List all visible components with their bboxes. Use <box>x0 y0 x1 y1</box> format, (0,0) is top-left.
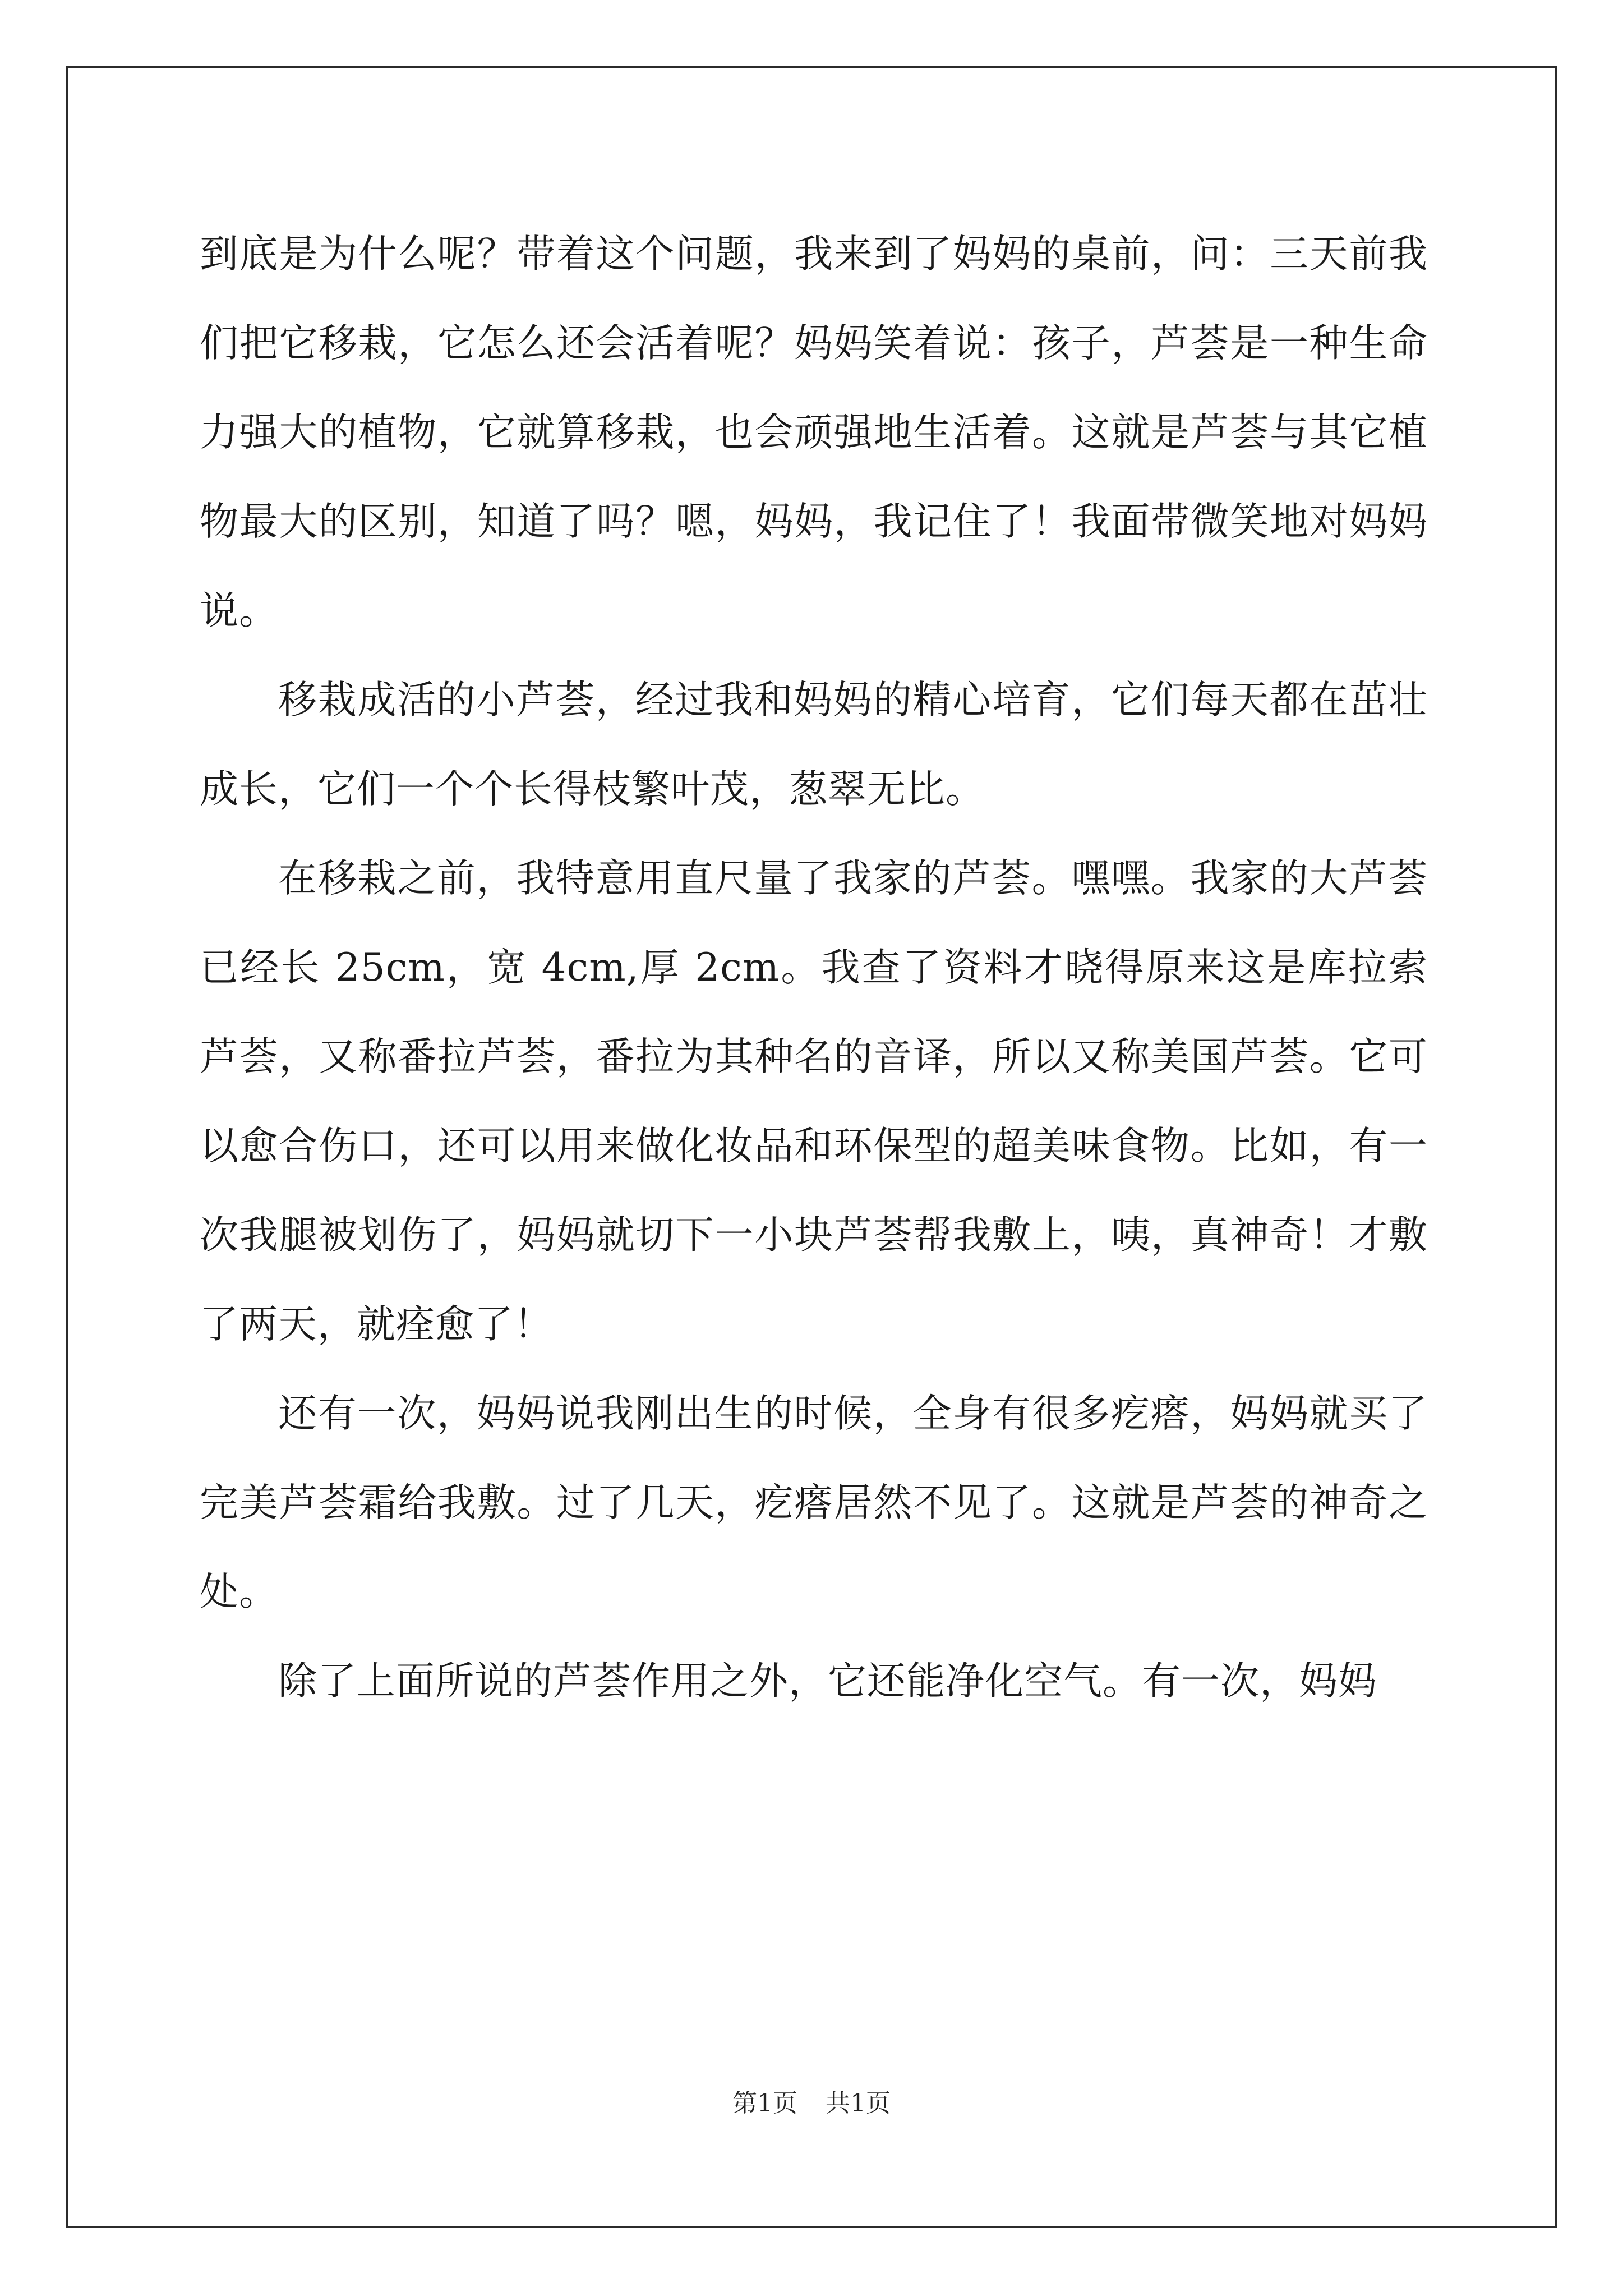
paragraph-1: 到底是为什么呢？带着这个问题，我来到了妈妈的桌前，问：三天前我们把它移栽，它怎么还会活着呢？妈妈笑着说：孩子，芦荟是一种生命力强大的植物，它就算移栽，也会顽强地生活着。这就是芦荟与其它植物最大的区别，知道了吗？嗯，妈妈，我记住了！我面带微笑地对妈妈说。 <box>200 232 1428 633</box>
paragraph-4: 还有一次，妈妈说我刚出生的时候，全身有很多疙瘩，妈妈就买了完美芦荟霜给我敷。过了几天，疙瘩居然不见了。这就是芦荟的神奇之处。 <box>200 1391 1428 1614</box>
document-body <box>200 210 1428 1726</box>
page-footer <box>0 2087 1623 2120</box>
page-number-total: 共1页 <box>826 2089 891 2118</box>
paragraph-2: 移栽成活的小芦荟，经过我和妈妈的精心培育，它们每天都在茁壮成长，它们一个个长得枝繁叶茂，葱翠无比。 <box>200 678 1428 812</box>
paragraph-5: 除了上面所说的芦荟作用之外，它还能净化空气。有一次，妈妈 <box>278 1659 1377 1704</box>
paragraph-3: 在移栽之前，我特意用直尺量了我家的芦荟。嘿嘿。我家的大芦荟已经长 25cm，宽 4cm,厚 2cm。我查了资料才晓得原来这是库拉索芦荟，又称番拉芦荟，番拉为其种名的音译，所以又称美国芦荟。它可以愈合伤口，还可以用来做化妆品和环保型的超美味食物。比如，有一次我腿被划伤了，妈妈就切下一小块芦荟帮我敷上，咦，真神奇！才敷了两天，就痊愈了！ <box>200 856 1428 1347</box>
page-number-current: 第1页 <box>732 2089 797 2118</box>
